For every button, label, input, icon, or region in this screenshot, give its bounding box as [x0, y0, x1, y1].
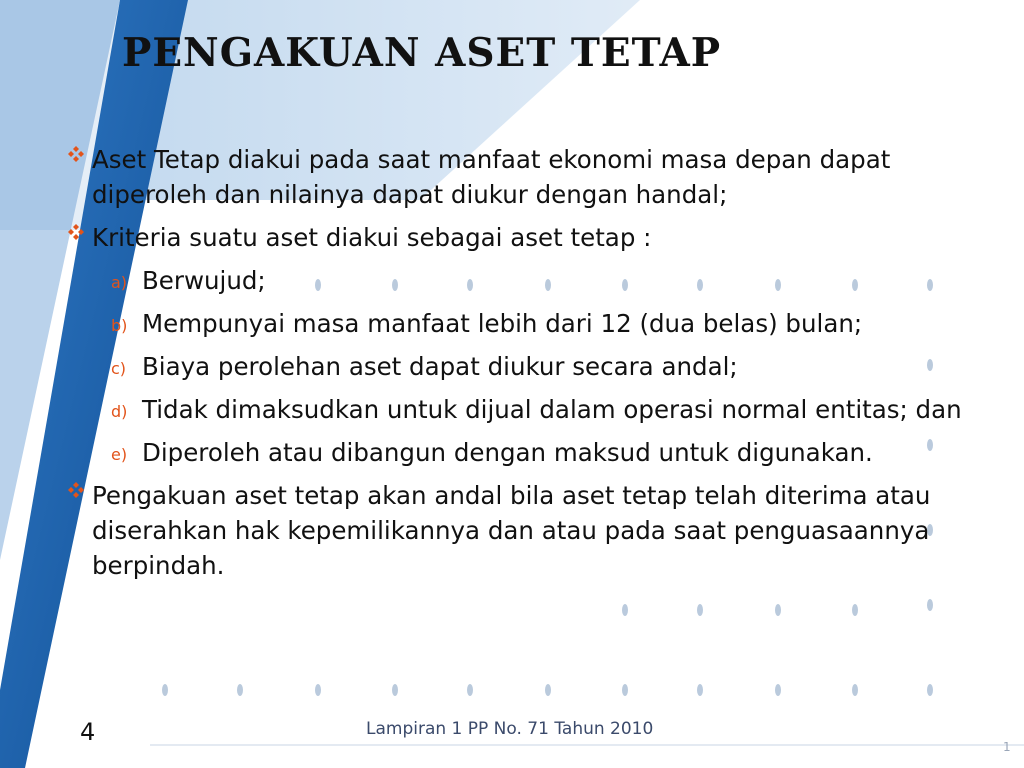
bullet-item — [66, 220, 966, 255]
bullet-item — [66, 142, 966, 212]
footer-text: Lampiran 1 PP No. 71 Tahun 2010 — [366, 719, 654, 739]
criteria-text: Mempunyai masa manfaat lebih dari 12 (dua belas) bulan; — [142, 309, 863, 338]
bullet-item — [66, 478, 966, 583]
four-diamond-bullet-icon — [66, 144, 86, 164]
bullet-text: Aset Tetap diakui pada saat manfaat ekonomi masa depan dapat diperoleh dan nilainya dapat diukur dengan handal; — [92, 145, 891, 209]
criteria-letter: c) — [111, 359, 127, 378]
four-diamond-bullet-icon — [66, 480, 86, 500]
bullet-text: Pengakuan aset tetap akan andal bila aset tetap telah diterima atau diserahkan hak kepemilikannya dan atau pada saat penguasaannya berpindah. — [92, 481, 931, 580]
corner-number: 1 — [1003, 740, 1011, 754]
four-diamond-bullet-icon — [66, 222, 86, 242]
criteria-item-a — [66, 263, 966, 298]
criteria-text: Diperoleh atau dibangun dengan maksud untuk digunakan. — [142, 438, 873, 467]
criteria-text: Tidak dimaksudkan untuk dijual dalam operasi normal entitas; dan — [142, 395, 962, 424]
criteria-letter: b) — [111, 316, 128, 335]
criteria-item-b — [66, 306, 966, 341]
criteria-item-d — [66, 392, 966, 427]
criteria-item-c — [66, 349, 966, 384]
slide-title: PENGAKUAN ASET TETAP — [122, 30, 722, 76]
page-number: 4 — [80, 718, 96, 746]
criteria-letter: a) — [111, 273, 128, 292]
criteria-letter: d) — [111, 402, 128, 421]
criteria-text: Biaya perolehan aset dapat diukur secara andal; — [142, 352, 738, 381]
bullet-text: Kriteria suatu aset diakui sebagai aset tetap : — [92, 223, 652, 252]
criteria-item-e — [66, 435, 966, 470]
criteria-letter: e) — [111, 445, 128, 464]
criteria-text: Berwujud; — [142, 266, 266, 295]
slide-content — [66, 142, 966, 591]
